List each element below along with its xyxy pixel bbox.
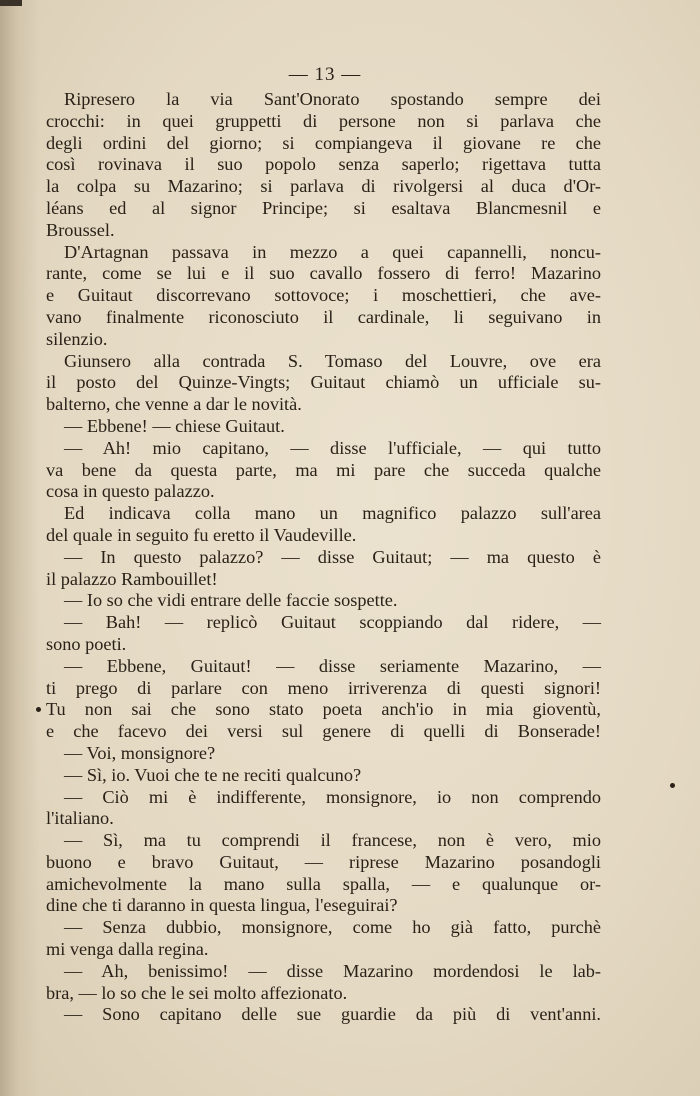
text-line: l'italiano.	[46, 808, 114, 829]
text-line: — Ah, benissimo! — disse Mazarino mordendosi le lab-	[64, 960, 601, 981]
text-line: balterno, che venne a dar le novità.	[46, 394, 302, 415]
text-line: — Ebbene, Guitaut! — disse seriamente Mazarino, —	[64, 655, 601, 676]
text-line: va bene da questa parte, ma mi pare che succeda qualche	[46, 459, 601, 480]
text-line: — Ah! mio capitano, — disse l'ufficiale, — qui tutto	[64, 437, 601, 458]
text-line: — Ciò mi è indifferente, monsignore, io non comprendo	[64, 786, 601, 807]
text-line: così rovinava il suo popolo senza saperlo; rigettava tutta	[46, 154, 601, 175]
text-line: rante, come se lui e il suo cavallo fossero di ferro! Mazarino	[46, 263, 601, 284]
text-line: cosa in questo palazzo.	[46, 481, 215, 502]
text-line: bra, — lo so che le sei molto affezionato.	[46, 982, 348, 1003]
text-line: — In questo palazzo? — disse Guitaut; — ma questo è	[64, 546, 601, 567]
text-line: e che facevo dei versi sul genere di quelli di Bonserade!	[46, 721, 601, 742]
text-line: Tu non sai che sono stato poeta anch'io in mia gioventù,	[46, 699, 601, 720]
text-line: mi venga dalla regina.	[46, 939, 209, 960]
text-line: Broussel.	[46, 219, 115, 240]
text-line: — Voi, monsignore?	[64, 742, 216, 763]
text-line: — Bah! — replicò Guitaut scoppiando dal ridere, —	[64, 612, 601, 633]
text-line: Ripresero la via Sant'Onorato spostando sempre dei	[64, 89, 601, 109]
text-line: — Sì, ma tu comprendi il francese, non è vero, mio	[64, 830, 601, 851]
text-line: la colpa su Mazarino; si parlava di rivolgersi al duca d'Or-	[46, 176, 601, 197]
text-line: e Guitaut discorrevano sottovoce; i moschettieri, che ave-	[46, 285, 601, 306]
text-line: — Io so che vidi entrare delle faccie sospette.	[64, 590, 398, 611]
corner-mark	[0, 0, 22, 6]
text-line: buono e bravo Guitaut, — riprese Mazarino posandogli	[46, 851, 601, 872]
text-line: — Ebbene! — chiese Guitaut.	[64, 415, 285, 436]
text-line: del quale in seguito fu eretto il Vaudeville.	[46, 524, 357, 545]
text-line: degli ordini del giorno; si compiangeva il giovane re che	[46, 132, 601, 153]
text-line: dine che ti daranno in questa lingua, l'eseguirai?	[46, 895, 398, 916]
text-line: ti prego di parlare con meno irriverenza di questi signori!	[46, 677, 601, 698]
binding-shadow	[0, 0, 40, 1096]
ink-speck	[36, 707, 41, 712]
text-line: silenzio.	[46, 328, 108, 349]
body-text	[46, 89, 601, 1026]
text-line: sono poeti.	[46, 633, 127, 654]
text-line: — Sono capitano delle sue guardie da più di vent'anni.	[64, 1004, 601, 1025]
text-line: vano finalmente riconosciuto il cardinale, li seguivano in	[46, 306, 601, 327]
text-line: — Sì, io. Vuoi che te ne reciti qualcuno?	[64, 764, 362, 785]
text-line: Giunsero alla contrada S. Tomaso del Louvre, ove era	[64, 350, 601, 371]
text-line: — Senza dubbio, monsignore, come ho già fatto, purchè	[64, 917, 601, 938]
text-line: amichevolmente la mano sulla spalla, — e qualunque or-	[46, 873, 601, 894]
text-line: D'Artagnan passava in mezzo a quei capannelli, noncu-	[64, 241, 601, 262]
text-line: léans ed al signor Principe; si esaltava Blancmesnil e	[46, 197, 601, 218]
text-line: il palazzo Rambouillet!	[46, 568, 218, 589]
page-number: — 13 —	[288, 64, 362, 85]
ink-speck	[670, 783, 675, 788]
text-line: crocchi: in quei gruppetti di persone non si parlava che	[46, 110, 601, 131]
text-line: Ed indicava colla mano un magnifico palazzo sull'area	[64, 503, 601, 524]
text-line: il posto del Quinze-Vingts; Guitaut chiamò un ufficiale su-	[46, 372, 601, 393]
